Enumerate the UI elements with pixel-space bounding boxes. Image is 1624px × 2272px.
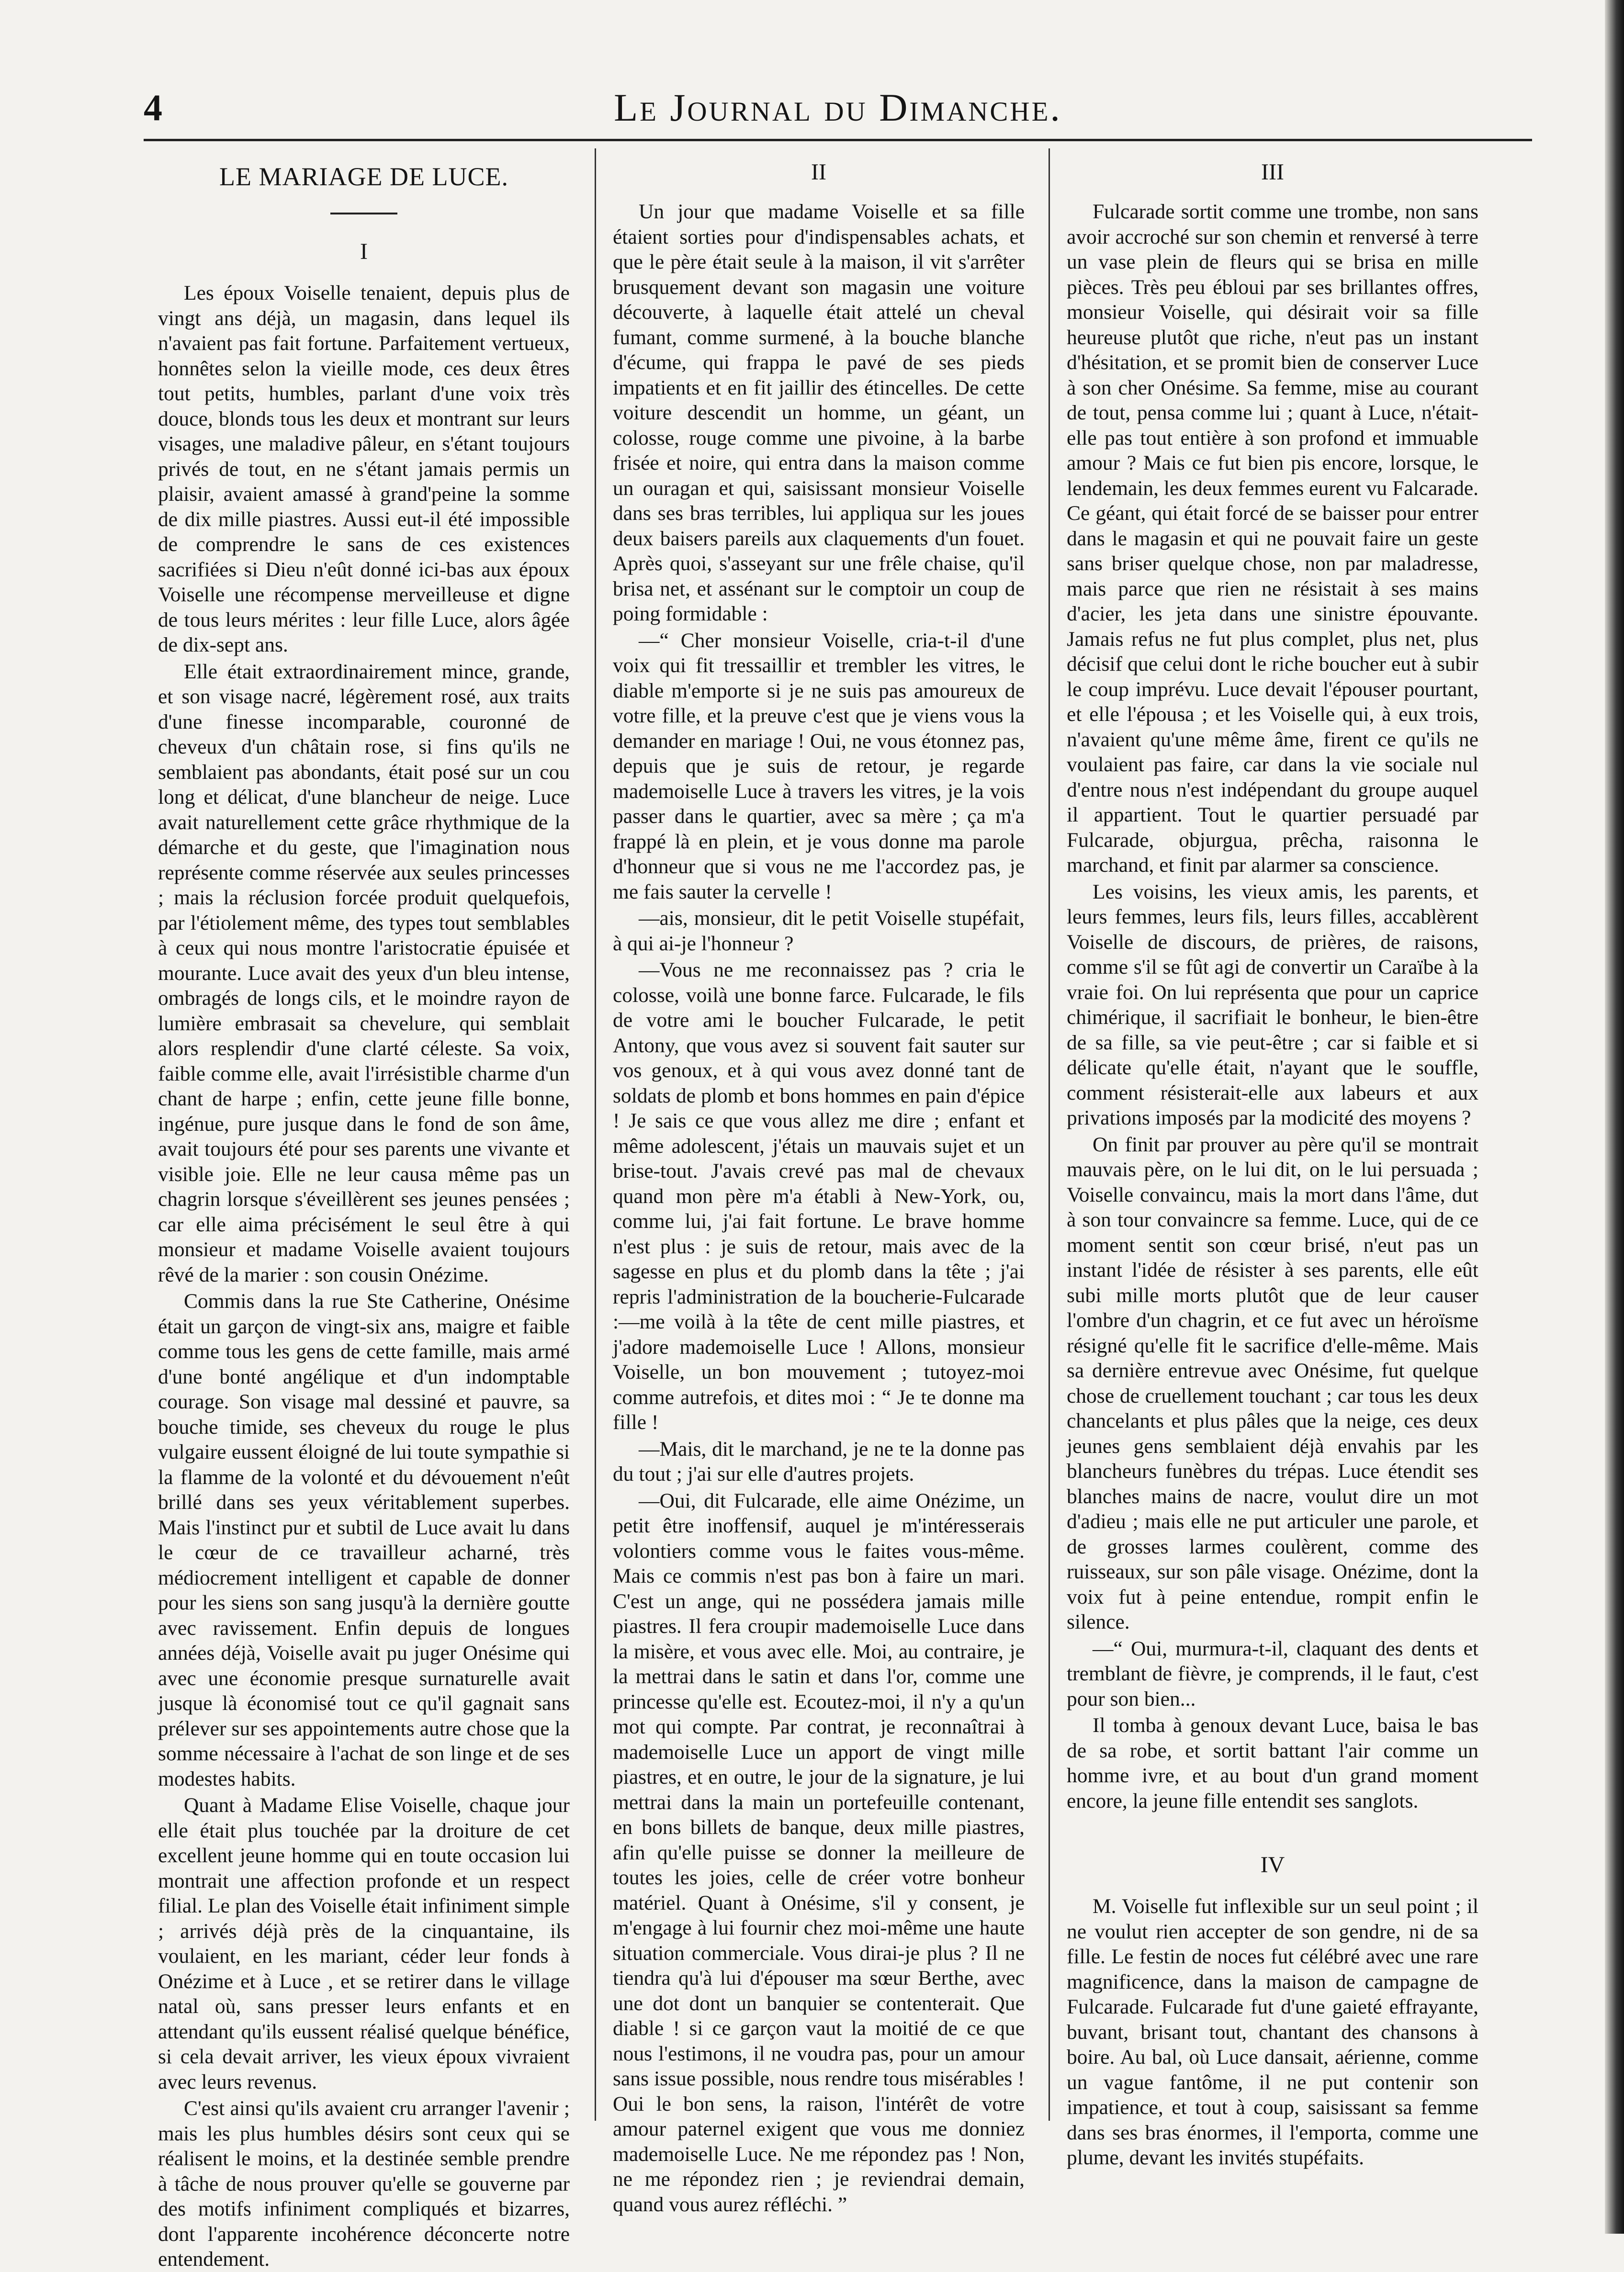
scan-edge	[1605, 0, 1624, 2234]
column-2	[613, 158, 1025, 2217]
column-3	[1067, 158, 1478, 2171]
header-rule	[144, 139, 1532, 141]
paragraph: —Oui, dit Fulcarade, elle aime Onézime, un petit être inoffensif, auquel je m'intéresserais volontiers comme vous le faites vous-même. Mais ce commis n'est pas bon à faire un mari. C'est un ange, qui ne possédera jamais mille piastres. Il fera croupir mademoiselle Luce dans la misère, et vous avec elle. Moi, au contraire, je la mettrai dans le satin et dans l'or, comme une princesse qu'elle est. Ecoutez-moi, il n'y a qu'un mot qui compte. Par contrat, je reconnaîtrai à mademoiselle Luce un apport de vingt mille piastres, et en outre, le jour de la signature, je lui mettrai dans la main un portefeuille contenant, en bons billets de banque, deux mille piastres, afin qu'elle puisse se donner la meilleure de toutes les joies, celle de créer votre bonheur matériel. Quant à Onésime, s'il y consent, je m'engage à lui fournir chez moi-même une haute situation commerciale. Vous dirai-je plus ? Il ne tiendra qu'à lui d'épouser ma sœur Berthe, avec une dot dont un banquier se contenterait. Que diable ! si ce garçon vaut la moitié de ce que nous l'estimons, il ne voudra pas, pour un amour sans issue possible, nous rendre tous misérables ! Oui le bon sens, la raison, l'intérêt de votre amour paternel exigent que vous me donniez mademoiselle Luce. Ne me répondez pas ! Non, ne me répondez rien ; je reviendrai demain, quand vous aurez réfléchi. ”	[613, 1489, 1025, 2216]
paragraph: Il tomba à genoux devant Luce, baisa le bas de sa robe, et sortit battant l'air comme un homme ivre, et au bout d'un grand moment encore, la jeune fille entendit ses sanglots.	[1067, 1714, 1478, 1812]
paragraph: —ais, monsieur, dit le petit Voiselle stupéfait, à qui ai-je l'honneur ?	[613, 907, 1025, 955]
paragraph: Les voisins, les vieux amis, les parents, et leurs femmes, leurs fils, leurs filles, accablèrent Voiselle de discours, de prières, de raisons, comme s'il se fût agi de convertir un Caraïbe à la vraie foi. On lui représenta que pour un caprice chimérique, il sacrifiait le bonheur, le bien-être de sa fille, sa vie peut-être ; car si faible et si délicate qu'elle était, n'ayant que le souffle, comment résisterait-elle aux labeurs et aux privations imposés par la modicité des moyens ?	[1067, 880, 1478, 1129]
paragraph: —Vous ne me reconnaissez pas ? cria le colosse, voilà une bonne farce. Fulcarade, le fils de votre ami le boucher Fulcarade, le petit Antony, que vous avez si souvent fait sauter sur vos genoux, et à qui vous avez donné tant de soldats de plomb et bons hommes en pain d'épice ! Je sais ce que vous allez me dire ; enfant et même adolescent, j'étais un mauvais sujet et un brise-tout. J'avais crevé pas mal de chevaux quand mon père m'a établi à New-York, ou, comme lui, j'ai fait fortune. Le brave homme n'est plus : je suis de retour, mais avec de la sagesse en plus et du plomb dans la tête ; j'ai repris l'administration de la boucherie-Fulcarade :—me voilà à la tête de cent mille piastres, et j'adore mademoiselle Luce ! Allons, monsieur Voiselle, un bon mouvement ; tutoyez-moi comme autrefois, et dites moi : “ Je te donne ma fille !	[613, 958, 1025, 1434]
section-numeral-2: II	[811, 159, 826, 185]
paragraph: Les époux Voiselle tenaient, depuis plus de vingt ans déjà, un magasin, dans lequel ils n'avaient pas fait fortune. Parfaitement vertueux, honnêtes selon la vieille mode, ces deux êtres tout petits, humbles, parlant d'une voix très douce, blonds tous les deux et montrant sur leurs visages, une maladive pâleur, en s'étant toujours privés de tout, en ne s'étant jamais permis un plaisir, avaient amassé à grand'peine la somme de dix mille piastres. Aussi eut-il été impossible de comprendre le sans de ces existences sacrifiées si Dieu n'eût donné ici-bas aux époux Voiselle une récompense merveilleuse et digne de tous leurs mérites : leur fille Luce, alors âgée de dix-sept ans.	[158, 281, 570, 656]
column-divider-2	[1049, 148, 1050, 2121]
paragraph: Un jour que madame Voiselle et sa fille étaient sorties pour d'indispensables achats, et que le père était seule à la maison, il vit s'arrêter brusquement devant son magasin une voiture découverte, à laquelle était attelé un cheval fumant, comme surmené, à la bouche blanche d'écume, qui frappa le pavé de ses pieds impatients et en fit jaillir des étincelles. De cette voiture descendit un homme, un géant, un colosse, rouge comme une pivoine, à la barbe frisée et noire, qui entra dans la maison comme un ouragan et qui, saisissant monsieur Voiselle dans ses bras terribles, lui appliqua sur les joues deux baisers pareils aux claquements d'un fouet. Après quoi, s'asseyant sur une frêle chaise, qu'il brisa net, et assénant sur le comptoir un coup de poing formidable :	[613, 200, 1025, 625]
column-divider-1	[595, 148, 596, 2121]
title-rule	[330, 213, 397, 214]
paragraph: Elle était extraordinairement mince, grande, et son visage nacré, légèrement rosé, aux traits d'une finesse incomparable, couronné de cheveux d'un châtain rose, si fins qu'ils ne semblaient pas abondants, était posé sur un cou long et délicat, d'une blancheur de neige. Luce avait naturellement cette grâce rhythmique de la démarche et du geste, que l'imagination nous représente comme réservée aux seules princesses ; mais la réclusion forcée produit quelquefois, par l'étiolement même, des types tout semblables à ceux qui nous montre l'aristocratie épuisée et mourante. Luce avait des yeux d'un bleu intense, ombragés de longs cils, et le moindre rayon de lumière embrasait sa chevelure, qui semblait alors resplendir d'une clarté céleste. Sa voix, faible comme elle, avait l'irrésistible charme d'un chant de harpe ; enfin, cette jeune fille bonne, ingénue, pure jusque dans le fond de son âme, avait toujours été pour ses parents une vivante et visible joie. Elle ne leur causa même pas un chagrin lorsque s'éveillèrent ses jeunes pensées ; car elle aima précisément le seul être à qui monsieur et madame Voiselle avaient toujours rêvé de la marier : son cousin Onézime.	[158, 660, 570, 1286]
section-numeral-1: I	[360, 239, 368, 264]
paragraph: M. Voiselle fut inflexible sur un seul point ; il ne voulut rien accepter de son gendre, ni de sa fille. Le festin de noces fut célébré avec une rare magnificence, dans la maison de campagne de Fulcarade. Fulcarade fut d'une gaieté effrayante, buvant, brisant tout, chantant des chansons à boire. Au bal, où Luce dansait, aérienne, comme un vague fantôme, il ne put contenir son impatience, et tout à coup, saisissant sa femme dans ses bras énormes, il l'emporta, comme une plume, devant les invités stupéfaits.	[1067, 1895, 1478, 2169]
paragraph: Fulcarade sortit comme une trombe, non sans avoir accroché sur son chemin et renversé à terre un vase plein de fleurs qui se brisa en mille pièces. Très peu ébloui par ses brillantes offres, monsieur Voiselle, qui désirait voir sa fille heureuse plutôt que riche, n'eut pas un instant d'hésitation, et se promit bien de conserver Luce à son cher Onésime. Sa femme, mise au courant de tout, pensa comme lui ; quant à Luce, n'était-elle pas tout entière à son profond et immuable amour ? Mais ce fut bien pis encore, lorsque, le lendemain, les deux femmes eurent vu Falcarade. Ce géant, qui était forcé de se baisser pour entrer dans le magasin et qui ne pouvait faire un geste sans briser quelque chose, non par maladresse, mais parce que rien ne résistait à ses mains d'acier, les jeta dans une sinistre épouvante. Jamais refus ne fut plus complet, plus net, plus décisif que celui dont le riche boucher eut à subir le coup imprévu. Luce devait l'épouser pourtant, et elle l'épousa ; et les Voiselle qui, à eux trois, n'avaient qu'une même âme, firent ce qu'ils ne voulaient pas faire, car dans la vie sociale nul d'entre nous n'est indépendant du groupe auquel il appartient. Tout le quartier persuadé par Fulcarade, objurgua, prêcha, raisonna le marchand, et finit par alarmer sa conscience.	[1067, 200, 1478, 877]
paragraph: C'est ainsi qu'ils avaient cru arranger l'avenir ; mais les plus humbles désirs sont ceux qui se réalisent le moins, et la destinée semble prendre à tâche de nous prouver qu'elle se gouverne par des motifs infiniment compliqués et bizarres, dont l'apparente incohérence déconcerte notre entendement.	[158, 2097, 570, 2271]
paragraph: —“ Cher monsieur Voiselle, cria-t-il d'une voix qui fit tressaillir et trembler les vitres, le diable m'emporte si je ne suis pas amoureux de votre fille, et la preuve c'est que je viens vous la demander en mariage ! Oui, ne vous étonnez pas, depuis que je suis de retour, je regarde mademoiselle Luce à travers les vitres, je la vois passer dans le quartier, avec sa mère ; ça m'a frappé là en plein, et je vous donne ma parole d'honneur que si vous ne me l'accordez pas, je me fais sauter la cervelle !	[613, 629, 1025, 903]
paragraph: Quant à Madame Elise Voiselle, chaque jour elle était plus touchée par la droiture de cet excellent jeune homme qui en toute occasion lui montrait une affection profonde et un respect filial. Le plan des Voiselle était infiniment simple ; arrivés déjà près de la cinquantaine, ils voulaient, en les mariant, céder leur fonds à Onézime et à Luce , et se retirer dans le village natal où, sans presser leurs enfants et en attendant qu'ils eussent réalisé quelque bénéfice, si cela devait arriver, les vieux époux vivraient avec leurs revenus.	[158, 1794, 570, 2093]
paragraph: —“ Oui, murmura-t-il, claquant des dents et tremblant de fièvre, je comprends, il le faut, c'est pour son bien...	[1067, 1637, 1478, 1710]
section-numeral-4: IV	[1260, 1852, 1285, 1878]
column-1	[158, 158, 570, 2272]
page-header	[144, 81, 1532, 139]
story-title: LE MARIAGE DE LUCE.	[219, 162, 508, 191]
journal-title: Le Journal du Dimanche.	[614, 86, 1062, 129]
section-numeral-3: III	[1261, 159, 1284, 185]
paragraph: —Mais, dit le marchand, je ne te la donne pas du tout ; j'ai sur elle d'autres projets.	[613, 1437, 1025, 1485]
page-number: 4	[144, 87, 162, 128]
paragraph: On finit par prouver au père qu'il se montrait mauvais père, on le lui dit, on le lui persuada ; Voiselle convaincu, mais la mort dans l'âme, dut à son tour convaincre sa femme. Luce, qui de ce moment sentit son cœur brisé, n'eut pas un instant l'idée de résister à ses parents, elle eût subi mille morts plutôt que de leur causer l'ombre d'un chagrin, et ce fut avec un héroïsme résigné qu'elle fit le sacrifice d'elle-même. Mais sa dernière entrevue avec Onésime, fut quelque chose de cruellement touchant ; car tous les deux chancelants et plus pâles que la neige, ces deux jeunes gens semblaient déjà envahis par les blancheurs funèbres du trépas. Luce étendit ses blanches mains de nacre, voulut dire un mot d'adieu ; mais elle ne put articuler une parole, et de grosses larmes coulèrent, comme des ruisseaux, sur son pâle visage. Onézime, dont la voix fut à peine entendue, rompit enfin le silence.	[1067, 1133, 1478, 1633]
paragraph: Commis dans la rue Ste Catherine, Onésime était un garçon de vingt-six ans, maigre et faible comme tous les gens de cette famille, mais armé d'une bonté angélique et d'un indomptable courage. Son visage mal dessiné et pauvre, sa bouche timide, ses cheveux du rouge le plus vulgaire eussent éloigné de lui toute sympathie si la flamme de la volonté et du dévouement n'eût brillé dans ses yeux véritablement superbes. Mais l'instinct pur et subtil de Luce avait lu dans le cœur de ce travailleur acharné, très médiocrement intelligent et capable de donner pour les siens son sang jusqu'à la dernière goutte avec ravissement. Enfin depuis de longues années déjà, Voiselle avait pu juger Onésime qui avec une économie presque surnaturelle avait jusque là économisé tout ce qu'il gagnait sans prélever sur ses appointements autre chose que la somme nécessaire à l'achat de son linge et de ses modestes habits.	[158, 1290, 570, 1790]
